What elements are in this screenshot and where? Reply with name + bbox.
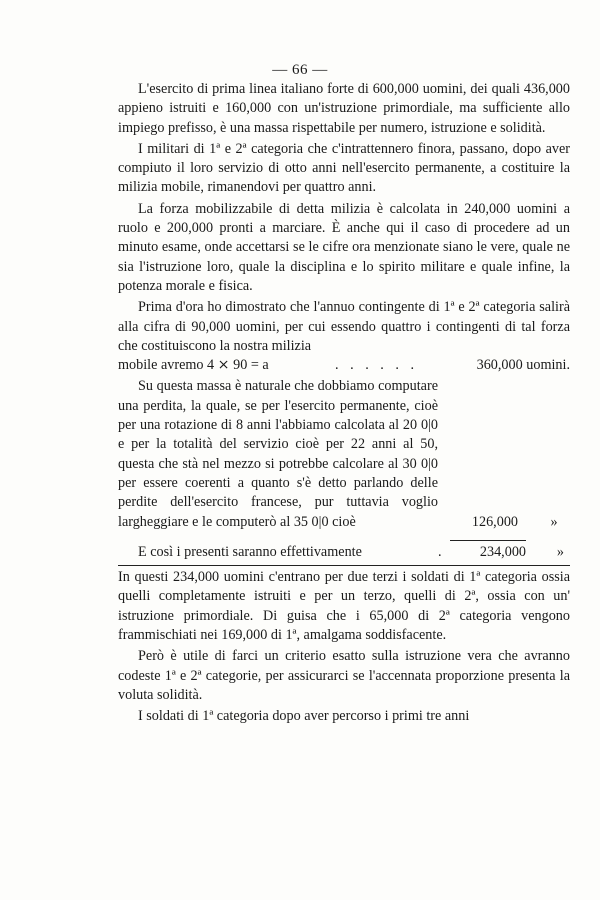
total-dot: . [438, 543, 442, 560]
paragraph-6: Però è utile di farci un criterio esatto sulla istruzione vera che avranno codeste 1ª e 2ª categorie, per assicurarci se l'accennata proporzione presenta la voluta solidità. [118, 648, 570, 703]
page-number: — 66 — [272, 62, 328, 78]
calculation-line [118, 356, 570, 375]
deduction-block [118, 377, 570, 531]
deduction-text [118, 377, 438, 531]
paragraph-1: L'esercito di prima linea italiano forte di 600,000 uomini, dei quali 436,000 appieno istruiti e 160,000 con un'istruzione primordiale, ma sufficiente allo impiego prefisso, è una massa rispettabile per numero, istruzione e solidità. [118, 81, 570, 136]
deduction-figures [438, 377, 570, 531]
total-label: E così i presenti saranno effettivamente [138, 543, 362, 560]
paragraph-2: I militari di 1ª e 2ª categoria che c'intrattennero finora, passano, dopo aver compiuto il loro servizio di otto anni nell'esercito permanente, a costituire la milizia mobile, rimanendovi per quattro anni. [118, 140, 570, 196]
total-row [118, 540, 570, 562]
deduction-amount: 126,000 [471, 513, 518, 530]
body-text [118, 80, 570, 727]
total-amount: 234,000 [450, 540, 526, 562]
paragraph-7: I soldati di 1ª categoria dopo aver percorso i primi tre anni [138, 708, 470, 725]
paragraph-4: Prima d'ora ho dimostrato che l'annuo contingente di 1ª e 2ª categoria salirà alla cifra di 90,000 uomini, per cui essendo quattro i contingenti di tal forza che costituiscono la nostra milizia [118, 299, 570, 354]
total-ditto-mark: » [556, 543, 564, 560]
deduction-paragraph: Su questa massa è naturale che dobbiamo computare una perdita, la quale, se per l'esercito permanente, cioè per una rotazione di 8 anni l'abbiamo calcolata al 20 0|0 e per la totalità del servizio cioè per 22 anni al 50, questa che stà nel mezzo si potrebbe calcolare al 30 0|0 per essere coerenti a quanto s'è detto parlando delle perdite dell'esercito francese, pur tuttavia voglio largheggiare e le computerò al 35 0|0 cioè [118, 378, 438, 530]
calculation-lead: mobile avremo 4 ⨯ 90 = a [118, 357, 269, 374]
calculation-dots: . . . . . . [335, 357, 419, 374]
paragraph-3: La forza mobilizzabile di detta milizia è calcolata in 240,000 uomini a ruolo e 200,000 pronti a marciare. È anche qui il caso di procedere ad un minuto esame, onde accettarsi se le cifre ora menzionate siano le vere, quale ne sia l'istruzione loro, quale la disciplina e lo spirito militare e quale infine, la potenza morale e fisica. [118, 200, 570, 294]
deduction-ditto-mark: » [550, 513, 558, 530]
paragraph-5: In questi 234,000 uomini c'entrano per due terzi i soldati di 1ª categoria ossia quelli completamente istruiti e per un terzo, quelli di 2ª, ossia con un' istruzione primordiale. Di guisa che i 65,000 di 2ª categoria vengono frammischiati nei 169,000 di 1ª, amalgama soddisfacente. [118, 569, 570, 644]
calculation-value: 360,000 uomini. [476, 357, 570, 374]
